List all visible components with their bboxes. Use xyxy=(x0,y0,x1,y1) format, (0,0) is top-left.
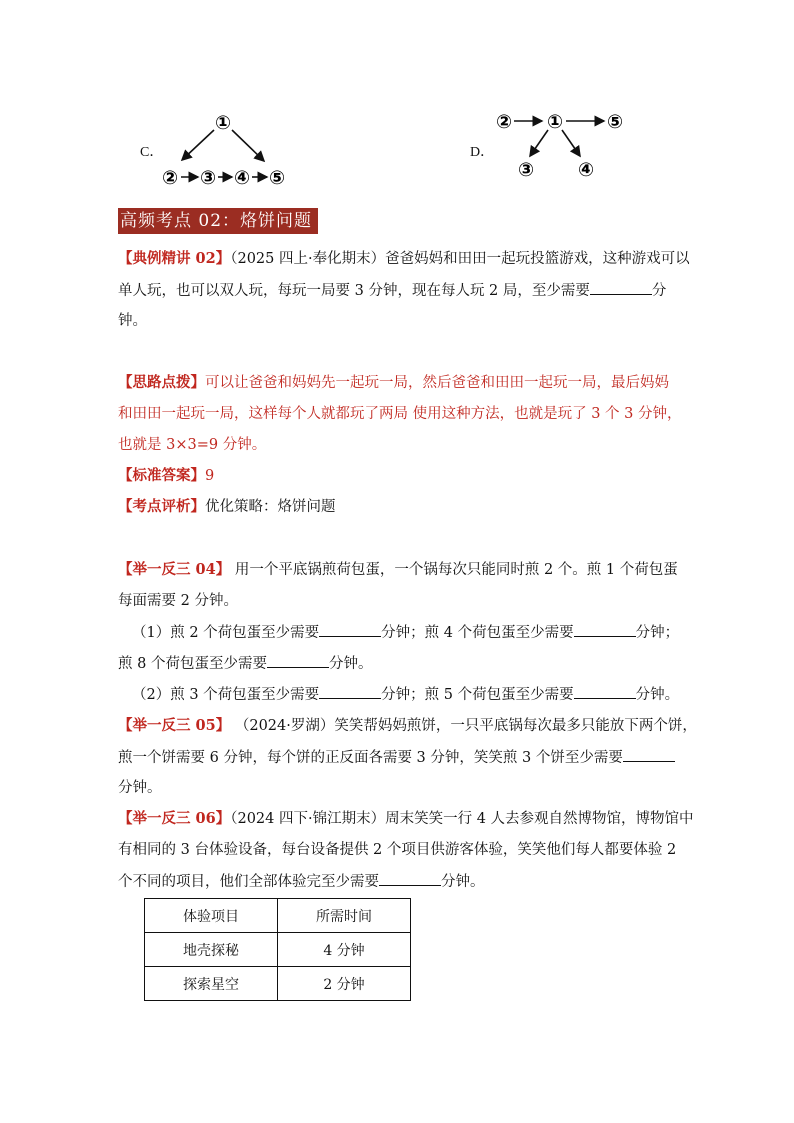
ex04-q1-text-c: 分钟； xyxy=(635,625,680,641)
answer-value: 9 xyxy=(205,468,215,484)
hint-line-3 xyxy=(118,435,266,455)
ex06-text-2: 有相同的 3 台体验设备，每台设备提供 2 个项目供游客体验，笑笑他们每人都要体验 2 xyxy=(118,842,677,858)
ex06-tag: 【举一反三 06】 xyxy=(118,810,231,827)
ex04-q1-text-d: 煎 8 个荷包蛋至少需要 xyxy=(118,656,267,672)
table-cell: 2 分钟 xyxy=(278,967,411,1001)
ex04-q2-text-c: 分钟。 xyxy=(635,687,680,703)
hint-text-2: 和田田一起玩一局，这样每个人就都玩了两局 使用这种方法，也就是玩了 3 个 3 分钟， xyxy=(118,406,682,422)
example-text-3: 钟。 xyxy=(118,313,147,329)
answer-line xyxy=(118,466,214,486)
c-node-5: ⑤ xyxy=(268,167,286,189)
ex05-tag: 【举一反三 05】 xyxy=(118,717,231,734)
ex04-text-1: 用一个平底锅煎荷包蛋，一个锅每次只能同时煎 2 个。煎 1 个荷包蛋 xyxy=(234,562,678,578)
hint-tag: 【思路点拨】 xyxy=(118,374,205,391)
example-text-1: （2025 四上·奉化期末）爸爸妈妈和田田一起玩投篮游戏，这种游戏可以 xyxy=(230,251,690,267)
ex04-q2-blank-1[interactable] xyxy=(319,684,381,699)
ex06-line-2 xyxy=(118,840,676,860)
section-title: 高频考点 02：烙饼问题 xyxy=(118,208,318,234)
ex04-q2-blank-2[interactable] xyxy=(574,684,636,699)
ex04-q1-cont xyxy=(118,653,372,674)
c-node-4: ④ xyxy=(233,167,251,189)
ex06-answer-blank[interactable] xyxy=(379,871,441,886)
c-node-2: ② xyxy=(161,167,179,189)
d-node-1: ① xyxy=(546,111,564,133)
ex04-line-2 xyxy=(118,591,238,611)
ex06-text-1: （2024 四下·锦江期末）周末笑笑一行 4 人去参观自然博物馆，博物馆中 xyxy=(230,811,694,827)
ex04-q2-text-b: 分钟；煎 5 个荷包蛋至少需要 xyxy=(381,687,574,703)
ex05-answer-blank[interactable] xyxy=(623,747,675,762)
ex06-line-3 xyxy=(118,871,485,892)
experience-table xyxy=(144,898,411,1001)
ex06-line-1 xyxy=(118,809,694,829)
d-node-2: ② xyxy=(495,111,513,133)
d-node-4: ④ xyxy=(577,159,595,181)
ex04-q1-text-b: 分钟；煎 4 个荷包蛋至少需要 xyxy=(381,625,574,641)
hint-text-3: 也就是 3×3=9 分钟。 xyxy=(118,437,267,453)
table-cell: 探索星空 xyxy=(145,967,278,1001)
option-d-label: D． xyxy=(470,145,495,160)
ex05-line-1 xyxy=(118,716,697,736)
ex05-line-3 xyxy=(118,778,162,798)
ex04-q2-text-a: （2）煎 3 个荷包蛋至少需要 xyxy=(132,687,320,703)
option-d-diagram xyxy=(490,104,630,192)
hint-text-1: 可以让爸爸和妈妈先一起玩一局，然后爸爸和田田一起玩一局，最后妈妈 xyxy=(205,375,669,391)
option-c-label: C． xyxy=(140,145,164,160)
example-text-2: 单人玩，也可以双人玩，每玩一局要 3 分钟，现在每人玩 2 局，至少需要 xyxy=(118,283,590,299)
example-line-1 xyxy=(118,249,690,269)
ex05-text-1: （2024·罗湖）笑笑帮妈妈煎饼，一只平底锅每次最多只能放下两个饼， xyxy=(234,718,697,734)
example-line-2 xyxy=(118,280,666,301)
option-c-diagram xyxy=(158,106,298,192)
answer-tag: 【标准答案】 xyxy=(118,467,205,484)
table-cell: 4 分钟 xyxy=(278,933,411,967)
ex05-line-2 xyxy=(118,747,675,768)
analysis-line xyxy=(118,497,336,517)
ex04-line-1 xyxy=(118,560,678,580)
analysis-tag: 【考点评析】 xyxy=(118,498,205,515)
example-text-2b: 分 xyxy=(651,283,667,299)
hint-line-2 xyxy=(118,404,682,424)
table-header-cell: 所需时间 xyxy=(278,899,411,933)
example-answer-blank[interactable] xyxy=(590,280,652,295)
ex05-text-2: 煎一个饼需要 6 分钟，每个饼的正反面各需要 3 分钟，笑笑煎 3 个饼至少需要 xyxy=(118,750,623,766)
d-node-5: ⑤ xyxy=(606,111,624,133)
example-line-3 xyxy=(118,311,147,331)
ex04-tag: 【举一反三 04】 xyxy=(118,561,231,578)
ex04-q1-blank-2[interactable] xyxy=(574,622,636,637)
ex04-q1 xyxy=(132,622,679,643)
d-node-3: ③ xyxy=(517,159,535,181)
ex04-q1-text-e: 分钟。 xyxy=(328,656,373,672)
hint-line-1 xyxy=(118,373,669,393)
ex05-text-3: 分钟。 xyxy=(118,780,162,796)
table-row xyxy=(145,967,411,1001)
c-node-3: ③ xyxy=(199,167,217,189)
ex04-q1-blank-3[interactable] xyxy=(267,653,329,668)
ex06-text-3b: 分钟。 xyxy=(441,874,485,890)
table-row xyxy=(145,933,411,967)
table-cell: 地壳探秘 xyxy=(145,933,278,967)
ex04-q1-blank-1[interactable] xyxy=(319,622,381,637)
ex04-q1-text-a: （1）煎 2 个荷包蛋至少需要 xyxy=(132,625,320,641)
ex06-text-3a: 个不同的项目，他们全部体验完至少需要 xyxy=(118,874,379,890)
ex04-text-2: 每面需要 2 分钟。 xyxy=(118,593,238,609)
c-node-1: ① xyxy=(214,112,232,134)
analysis-text: 优化策略：烙饼问题 xyxy=(205,499,336,515)
table-header-cell: 体验项目 xyxy=(145,899,278,933)
ex04-q2 xyxy=(132,684,679,705)
example-tag: 【典例精讲 02】 xyxy=(118,250,231,267)
table-header-row xyxy=(145,899,411,933)
